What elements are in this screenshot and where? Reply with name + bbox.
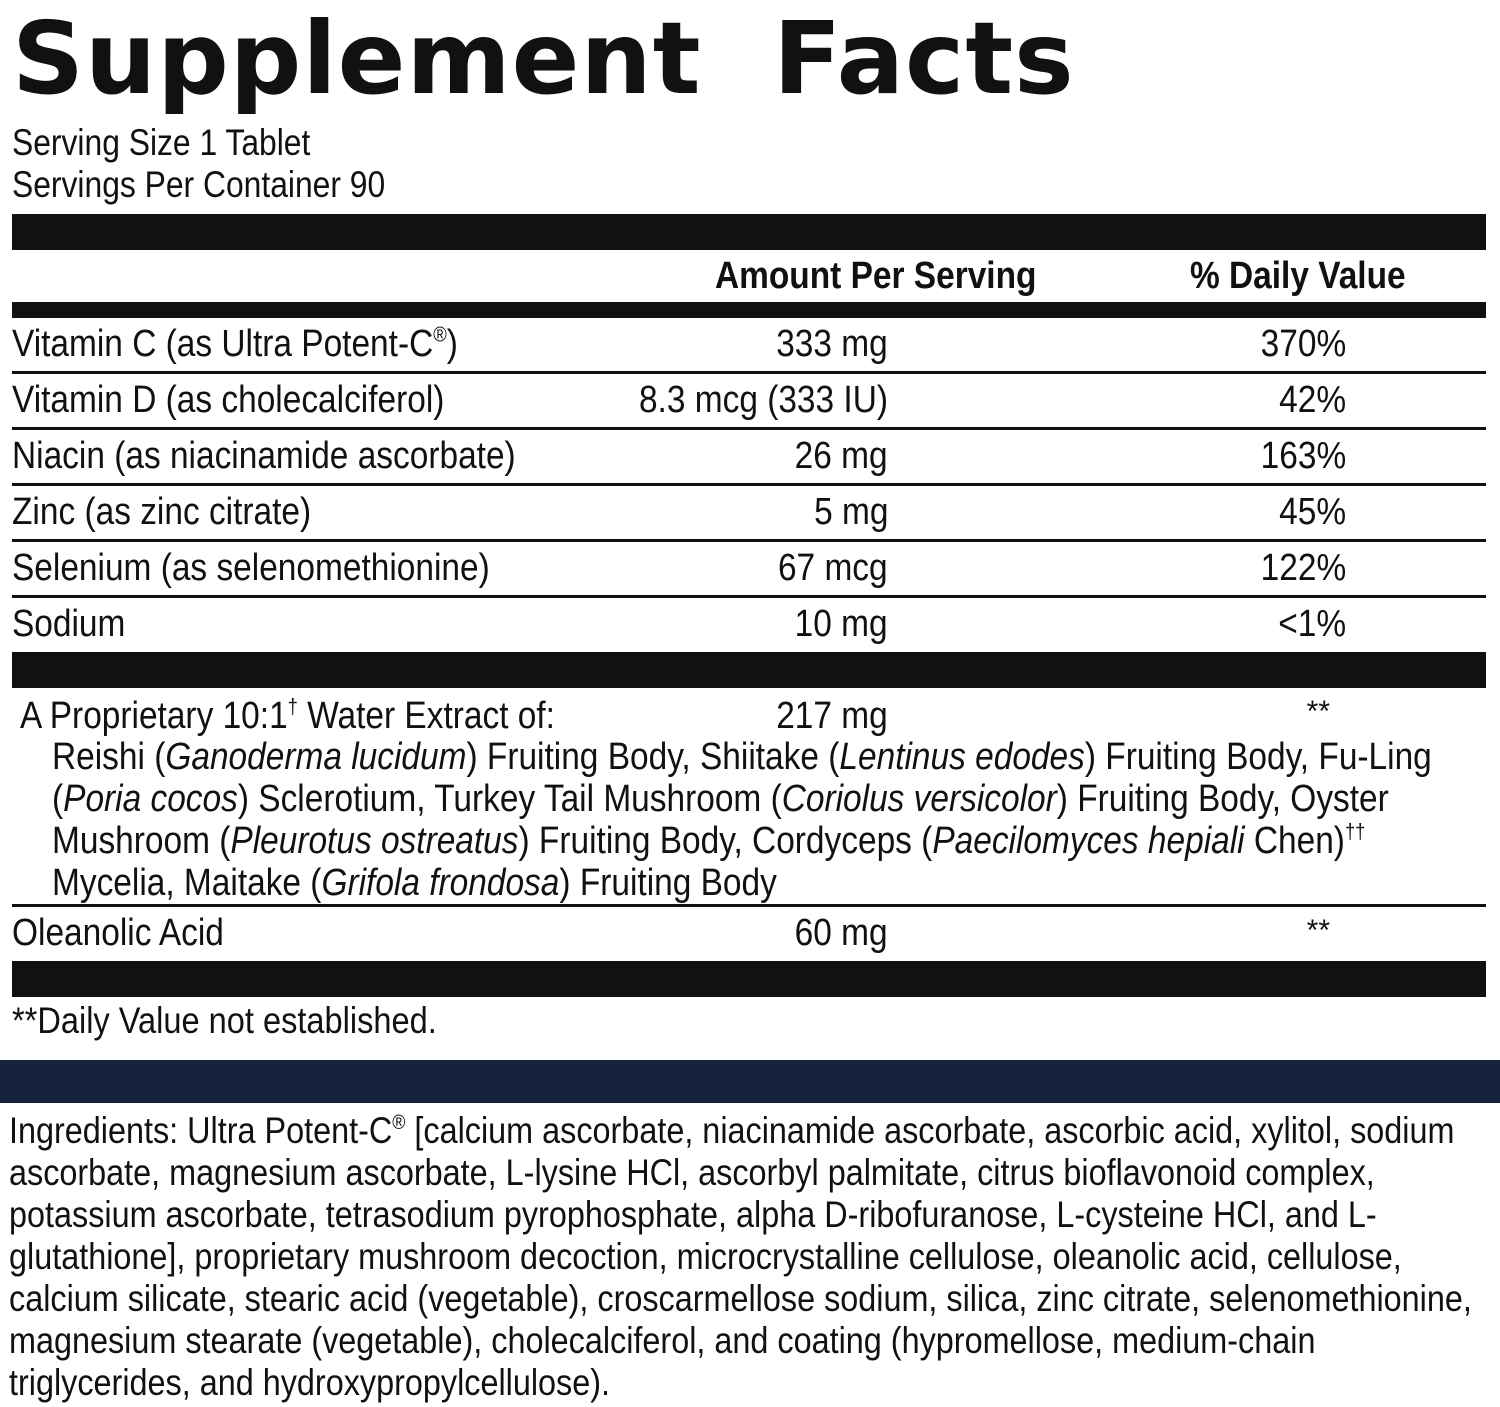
nutrient-name: Vitamin C (as Ultra Potent-C®)	[12, 323, 458, 365]
divider-medium	[12, 302, 1486, 318]
description-text: ) Fruiting Body, Fu-Ling (	[52, 736, 1432, 820]
description-text: ) Fruiting Body, Cordyceps (	[518, 820, 933, 862]
navy-divider-bar	[0, 1060, 1500, 1103]
nutrient-name: A Proprietary 10:1† Water Extract of:	[20, 695, 555, 737]
nutrient-row	[12, 486, 1486, 542]
nutrient-row-oleanolic-acid	[12, 907, 1486, 961]
nutrient-daily-value: 122%	[1260, 547, 1346, 589]
nutrient-row	[12, 542, 1486, 598]
daily-value-footnote: **Daily Value not established.	[12, 1000, 437, 1041]
nutrient-name: Niacin (as niacinamide ascorbate)	[12, 435, 516, 477]
proprietary-blend-row	[12, 688, 1486, 907]
daily-value-not-established: **	[1306, 914, 1330, 947]
ingredients-list: Ingredients: Ultra Potent-C® [calcium ascorbate, niacinamide ascorbate, ascorbic acid, xylitol, sodium ascorbate, magnesium ascorbate, L-lysine HCl, ascorbyl palmitate, citrus bioflavonoid complex, potassium ascorbate, tetrasodium pyrophosphate, alpha D-ribofuranose, L-cysteine HCl, and L-glutathione], proprietary mushroom decoction, microcrystalline cellulose, oleanolic acid, cellulose, calcium silicate, stearic acid (vegetable), croscarmellose sodium, silica, zinc citrate, selenomethionine, magnesium stearate (vegetable), cholecalciferol, and coating (hypromellose, medium-chain triglycerides, and hydroxypropylcellulose).	[9, 1110, 1472, 1403]
serving-size: Serving Size 1 Tablet	[12, 122, 311, 163]
species-name: Coriolus versicolor	[781, 778, 1057, 820]
nutrient-amount: 67 mcg	[778, 547, 888, 589]
description-text: Chen)	[1244, 820, 1345, 862]
daily-value-not-established: **	[1306, 695, 1330, 728]
nutrient-daily-value: 42%	[1279, 379, 1346, 421]
nutrient-amount: 333 mg	[776, 323, 888, 365]
nutrient-amount: 10 mg	[795, 603, 888, 645]
description-text: ) Sclerotium, Turkey Tail Mushroom (	[237, 778, 782, 820]
nutrient-amount: 26 mg	[795, 435, 888, 477]
servings-per-container: Servings Per Container 90	[12, 164, 386, 205]
description-text: ††	[1344, 820, 1366, 844]
proprietary-blend-description	[52, 736, 1495, 904]
nutrient-name: Vitamin D (as cholecalciferol)	[12, 379, 445, 421]
species-name: Lentinus edodes	[839, 736, 1085, 778]
divider-thick	[12, 961, 1486, 997]
description-text: Reishi (	[52, 736, 166, 778]
nutrient-daily-value: 370%	[1260, 323, 1346, 365]
nutrient-daily-value: 45%	[1279, 491, 1346, 533]
description-text: ) Fruiting Body, Shiitake (	[466, 736, 840, 778]
species-name: Pleurotus ostreatus	[230, 820, 519, 862]
column-header-row	[12, 250, 1486, 302]
nutrient-daily-value: <1%	[1278, 603, 1346, 645]
nutrient-row	[12, 374, 1486, 430]
description-text: ) Fruiting Body, Oyster Mushroom (	[52, 778, 1389, 862]
nutrient-amount: 217 mg	[776, 695, 888, 737]
divider-thick	[12, 214, 1486, 250]
nutrient-name: Sodium	[12, 603, 126, 645]
nutrient-daily-value: 163%	[1260, 435, 1346, 477]
nutrient-name: Selenium (as selenomethionine)	[12, 547, 490, 589]
nutrient-amount: 8.3 mcg (333 IU)	[638, 379, 888, 421]
nutrient-row	[12, 430, 1486, 486]
amount-per-serving-header: Amount Per Serving	[715, 255, 1037, 297]
nutrient-row	[12, 598, 1486, 652]
species-name: Poria cocos	[63, 778, 238, 820]
species-name: Ganoderma lucidum	[165, 736, 467, 778]
description-text: ) Fruiting Body	[559, 862, 777, 904]
description-text: Mycelia, Maitake (	[52, 862, 322, 904]
nutrient-amount: 60 mg	[795, 912, 888, 954]
nutrient-name: Oleanolic Acid	[12, 912, 224, 954]
species-name: Grifola frondosa	[321, 862, 560, 904]
supplement-facts-panel	[12, 0, 1486, 1051]
nutrient-name: Zinc (as zinc citrate)	[12, 491, 312, 533]
daily-value-header: % Daily Value	[1190, 255, 1406, 297]
nutrient-table	[12, 318, 1486, 652]
nutrient-amount: 5 mg	[813, 491, 888, 533]
divider-thick	[12, 652, 1486, 688]
nutrient-row	[12, 318, 1486, 374]
species-name: Paecilomyces hepiali	[932, 820, 1245, 862]
panel-title: Supplement Facts	[12, 0, 1075, 117]
